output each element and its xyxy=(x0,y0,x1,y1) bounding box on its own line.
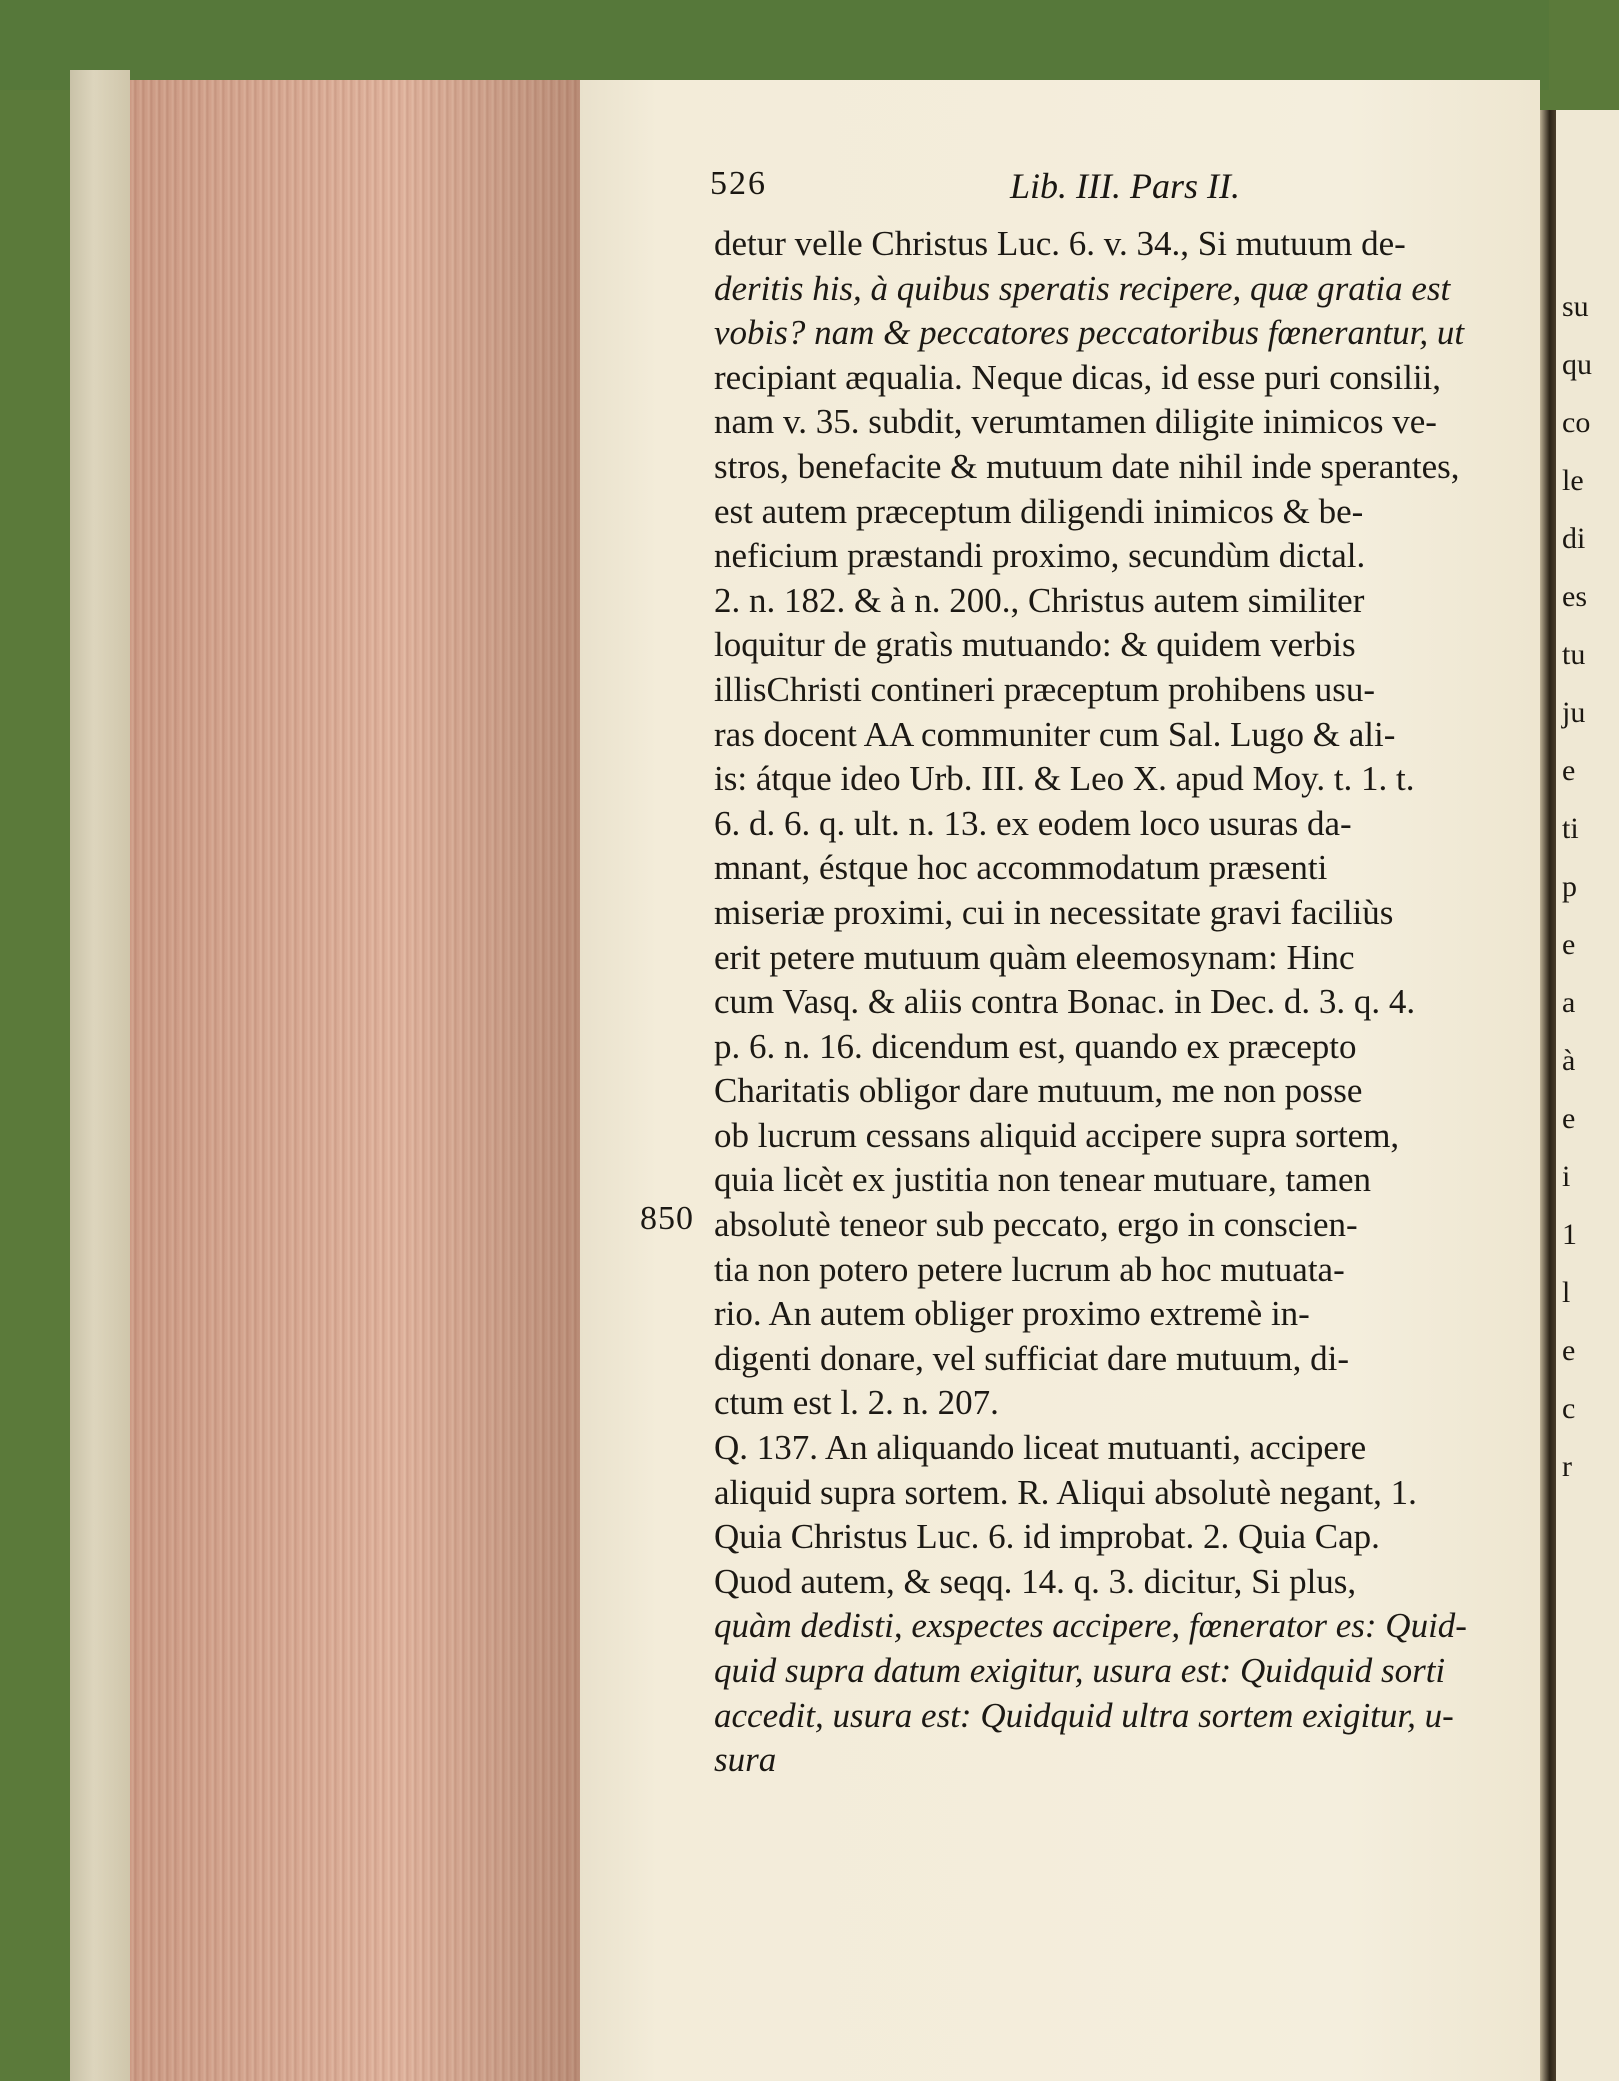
right-page-fragment: e xyxy=(1562,1102,1576,1135)
right-page-fragment: le xyxy=(1562,464,1584,497)
right-page-fragment: 1 xyxy=(1562,1218,1577,1251)
text-line: nam v. 35. subdit, verumtamen diligite inimicos ve- xyxy=(714,402,1437,442)
right-page-fragment: ti xyxy=(1562,812,1579,845)
right-page-fragment: l xyxy=(1562,1276,1571,1309)
book-gutter xyxy=(1540,110,1556,2081)
text-line: tia non potero petere lucrum ab hoc mutuata- xyxy=(714,1249,1345,1289)
page-header xyxy=(710,165,1510,217)
text-line: loquitur de gratìs mutuando: & quidem verbis xyxy=(714,625,1356,665)
right-page-fragment: e xyxy=(1562,1334,1576,1367)
text-line: 2. n. 182. & à n. 200., Christus autem similiter xyxy=(714,580,1365,620)
margin-paragraph-number: 850 xyxy=(640,1200,694,1237)
page-number: 526 xyxy=(710,165,767,202)
right-page-fragment: su xyxy=(1562,290,1589,323)
text-line: accedit, usura est: Quidquid ultra sortem exigitur, u- xyxy=(714,1695,1454,1735)
text-line: is: átque ideo Urb. III. & Leo X. apud Moy. t. 1. t. xyxy=(714,759,1415,799)
right-page-fragment: e xyxy=(1562,928,1576,961)
right-page-fragment: co xyxy=(1562,406,1591,439)
right-page-fragment: à xyxy=(1562,1044,1576,1077)
right-page-fragment: r xyxy=(1562,1450,1572,1483)
text-line: recipiant æqualia. Neque dicas, id esse puri consilii, xyxy=(714,357,1442,397)
right-page-fragment: es xyxy=(1562,580,1587,613)
text-line: Q. 137. An aliquando liceat mutuanti, accipere xyxy=(714,1428,1367,1468)
right-page-edge xyxy=(1556,110,1619,2081)
text-line: mnant, éstque hoc accommodatum præsenti xyxy=(714,848,1328,888)
text-line: quia licèt ex justitia non tenear mutuare, tamen xyxy=(714,1160,1371,1200)
right-page-fragment: i xyxy=(1562,1160,1571,1193)
text-line: neficium præstandi proximo, secundùm dictal. xyxy=(714,536,1366,576)
book-cover-edge xyxy=(70,70,130,2081)
body-text xyxy=(714,222,1494,1783)
text-line: ob lucrum cessans aliquid accipere supra sortem, xyxy=(714,1115,1400,1155)
right-page-fragment: di xyxy=(1562,522,1586,555)
text-line: Quia Christus Luc. 6. id improbat. 2. Quia Cap. xyxy=(714,1517,1380,1557)
text-line: erit petere mutuum quàm eleemosynam: Hinc xyxy=(714,937,1355,977)
text-line: Quod autem, & seqq. 14. q. 3. dicitur, Si plus, xyxy=(714,1561,1357,1601)
text-line: est autem præceptum diligendi inimicos & be- xyxy=(714,491,1364,531)
text-line: quid supra datum exigitur, usura est: Quidquid sorti xyxy=(714,1651,1446,1690)
text-line: deritis his, à quibus speratis recipere, quæ gratia est xyxy=(714,268,1451,308)
text-line: ras docent AA communiter cum Sal. Lugo & ali- xyxy=(714,714,1396,754)
right-page-fragment: e xyxy=(1562,754,1576,787)
text-line: rio. An autem obliger proximo extremè in- xyxy=(714,1294,1310,1334)
text-line: absolutè teneor sub peccato, ergo in conscien- xyxy=(714,1205,1358,1245)
text-line: Charitatis obligor dare mutuum, me non posse xyxy=(714,1071,1363,1111)
text-line: aliquid supra sortem. R. Aliqui absolutè negant, 1. xyxy=(714,1472,1417,1512)
text-line: digenti donare, vel sufficiat dare mutuum, di- xyxy=(714,1338,1350,1378)
text-line: stros, benefacite & mutuum date nihil inde sperantes, xyxy=(714,446,1460,486)
text-line: detur velle Christus Luc. 6. v. 34., Si mutuum de- xyxy=(714,224,1406,263)
right-page-fragment: qu xyxy=(1562,348,1592,381)
text-line: quàm dedisti, exspectes accipere, fœnerator es: Quid- xyxy=(714,1606,1467,1646)
right-page-fragment: ju xyxy=(1562,696,1586,729)
right-page-fragment: c xyxy=(1562,1392,1576,1425)
text-line: miseriæ proximi, cui in necessitate gravi faciliùs xyxy=(714,892,1394,932)
running-head: Lib. III. Pars II. xyxy=(1010,166,1240,206)
text-line: 6. d. 6. q. ult. n. 13. ex eodem loco usuras da- xyxy=(714,803,1352,843)
page-fore-edge xyxy=(130,80,580,2081)
text-line: sura xyxy=(714,1740,777,1780)
text-line: ctum est l. 2. n. 207. xyxy=(714,1383,999,1423)
text-line: vobis? nam & peccatores peccatoribus fœnerantur, ut xyxy=(714,313,1465,353)
right-page-fragment: p xyxy=(1562,870,1577,903)
text-line: cum Vasq. & aliis contra Bonac. in Dec. d. 3. q. 4. xyxy=(714,982,1416,1022)
right-page-fragment: tu xyxy=(1562,638,1586,671)
text-line: p. 6. n. 16. dicendum est, quando ex præcepto xyxy=(714,1026,1357,1066)
text-line: illisChristi contineri præceptum prohibens usu- xyxy=(714,669,1376,709)
right-page-fragment: a xyxy=(1562,986,1576,1019)
